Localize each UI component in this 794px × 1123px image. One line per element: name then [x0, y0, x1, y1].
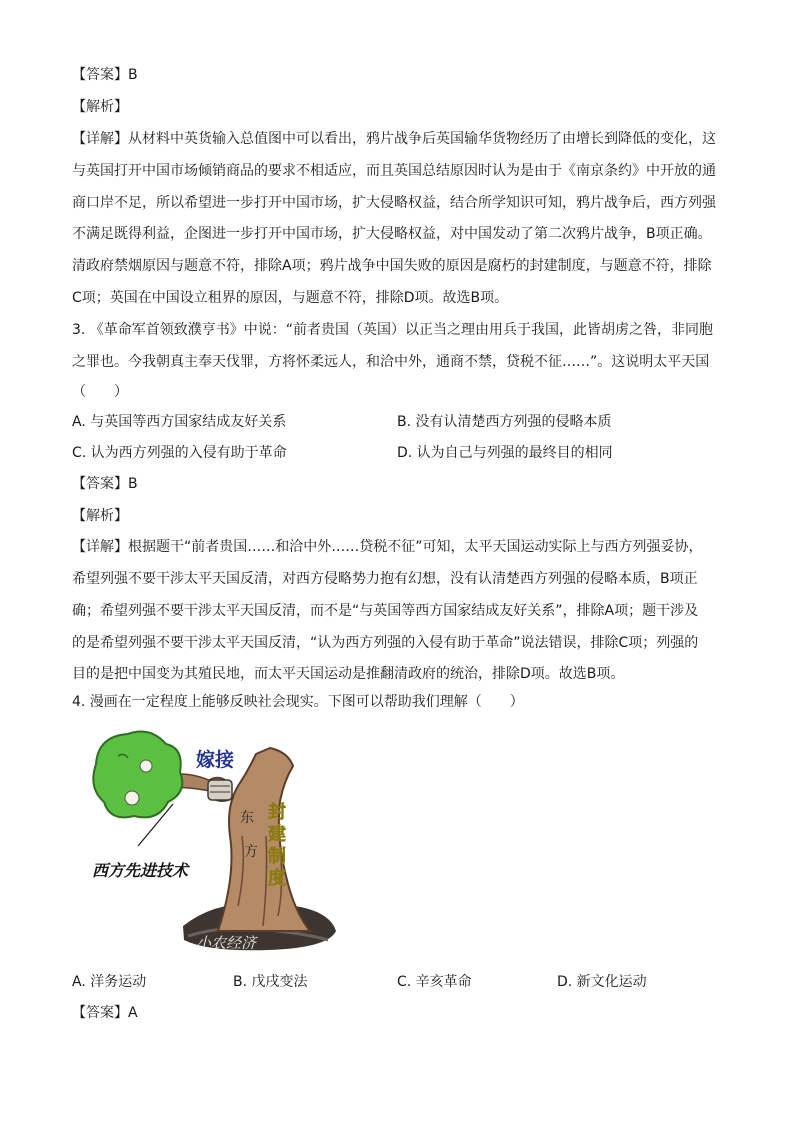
label-western-tech: 西方先进技术: [92, 861, 189, 880]
q4-answer: 【答案】A: [72, 1005, 138, 1021]
q2-detail-line: C项；英国在中国设立租界的原因，与题意不符，排除D项。故选B项。: [72, 290, 509, 306]
q4-stem: 4. 漫画在一定程度上能够反映社会现实。下图可以帮助我们理解（ ）: [72, 694, 524, 710]
label-feudal-char: 建: [268, 824, 286, 845]
q4-option-d: D. 新文化运动: [557, 974, 647, 990]
tree-trunk: [218, 748, 310, 931]
q3-option-a: A. 与英国等西方国家结成友好关系: [72, 414, 287, 430]
q3-stem-line: 之罪也。今我朝真主奉天伐罪，方将怀柔远人，和洽中外，通商不禁，贷税不征……”。这说明太平天国: [72, 354, 710, 370]
q2-analysis-heading: 【解析】: [72, 99, 128, 115]
q3-option-c: C. 认为西方列强的入侵有助于革命: [72, 445, 287, 461]
q4-option-c: C. 辛亥革命: [397, 974, 472, 990]
rope-binding: [208, 780, 232, 800]
q2-detail-line: 清政府禁烟原因与题意不符，排除A项；鸦片战争中国失败的原因是腐朽的封建制度，与题意不符，排除: [72, 258, 712, 274]
q3-option-d: D. 认为自己与列强的最终目的相同: [397, 445, 613, 461]
q3-detail-line: 的是希望列强不要干涉太平天国反清，“认为西方列强的入侵有助于革命”说法错误，排除C项；列强的: [72, 635, 699, 651]
q2-detail-line: 商口岸不足，所以希望进一步打开中国市场，扩大侵略权益，结合所学知识可知，鸦片战争后，西方列强: [72, 195, 716, 211]
q4-option-a: A. 洋务运动: [72, 974, 147, 990]
q2-detail-line: 【详解】从材料中英货输入总值图中可以看出，鸦片战争后英国输华货物经历了由增长到降低的变化，这: [72, 131, 716, 147]
q4-option-b: B. 戊戌变法: [233, 974, 308, 990]
grafting-cartoon: [88, 726, 340, 952]
q3-detail-line: 目的是把中国变为其殖民地，而太平天国运动是推翻清政府的统治，排除D项。故选B项。: [72, 666, 625, 682]
q2-detail-line: 不满足既得利益，企图进一步打开中国市场，扩大侵略权益，对中国发动了第二次鸦片战争，B项正确。: [72, 226, 712, 242]
q2-answer: 【答案】B: [72, 67, 138, 83]
q3-analysis-heading: 【解析】: [72, 508, 128, 524]
q3-detail-line: 确；希望列强不要干涉太平天国反清，而不是“与英国等西方国家结成友好关系”，排除A项；题干涉及: [72, 603, 699, 619]
label-peasant-economy: 小农经济: [196, 934, 257, 952]
label-east-2: 方: [244, 844, 258, 860]
q3-stem-line: （ ）: [72, 384, 128, 400]
q3-option-b: B. 没有认清楚西方列强的侵略本质: [397, 414, 612, 430]
label-feudal-char: 制: [268, 846, 286, 867]
q2-detail-line: 与英国打开中国市场倾销商品的要求不相适应，而且英国总结原因时认为是由于《南京条约》中开放的通: [72, 163, 716, 179]
q3-detail-line: 希望列强不要干涉太平天国反清，对西方侵略势力抱有幻想，没有认清楚西方列强的侵略本质，B项正: [72, 571, 698, 587]
label-feudal-char: 封: [268, 802, 286, 823]
q3-answer: 【答案】B: [72, 476, 138, 492]
label-graft: 嫁接: [196, 749, 235, 771]
q3-detail-line: 【详解】根据题干“前者贵国……和洽中外……贷税不征”可知，太平天国运动实际上与西方列强妥协，: [72, 539, 703, 555]
label-feudal-char: 度: [268, 868, 286, 889]
q3-stem-line: 3. 《革命军首领致濮亨书》中说：“前者贵国（英国）以正当之理由用兵于我国，此皆胡虏之咎，非同胞: [72, 322, 714, 338]
tree-crown: [93, 732, 182, 818]
label-east-1: 东: [240, 810, 254, 826]
